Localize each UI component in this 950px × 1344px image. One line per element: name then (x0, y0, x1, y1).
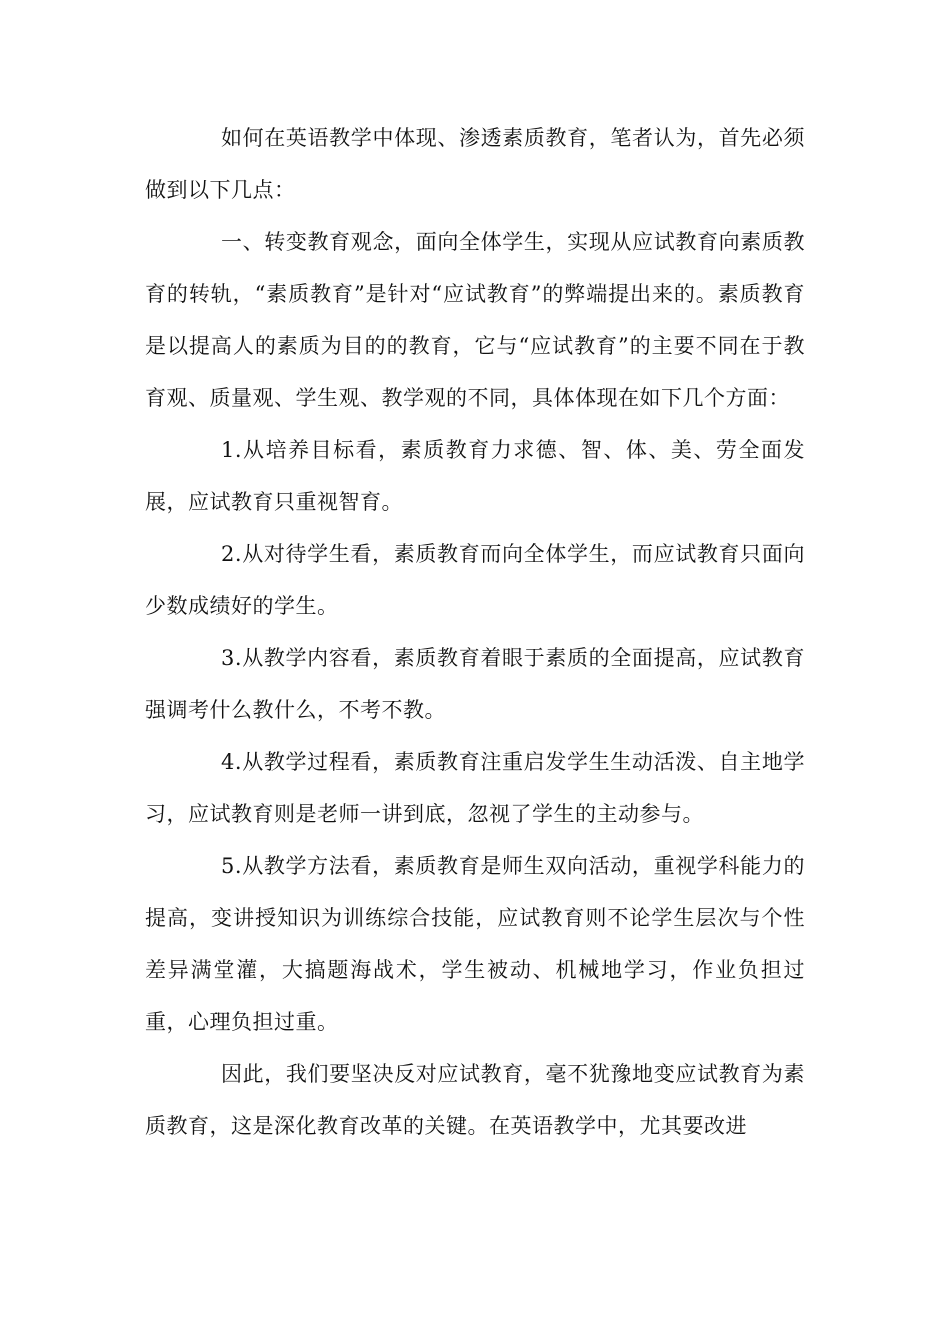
paragraph-intro: 如何在英语教学中体现、渗透素质教育，笔者认为，首先必须做到以下几点： (145, 126, 805, 202)
paragraph-conclusion: 因此，我们要坚决反对应试教育，毫不犹豫地变应试教育为素质教育，这是深化教育改革的关键。在英语教学中，尤其要改进 (145, 1062, 805, 1138)
paragraph-point-5: 5.从教学方法看，素质教育是师生双向活动，重视学科能力的提高，变讲授知识为训练综合技能，应试教育则不论学生层次与个性差异满堂灌，大搞题海战术，学生被动、机械地学习，作业负担过重，心理负担过重。 (145, 854, 805, 1034)
paragraph-point-3: 3.从教学内容看，素质教育着眼于素质的全面提高，应试教育强调考什么教什么，不考不教。 (145, 646, 805, 722)
document-body (145, 112, 805, 1152)
paragraph-point-2: 2.从对待学生看，素质教育而向全体学生，而应试教育只面向少数成绩好的学生。 (145, 542, 805, 618)
paragraph-point-1: 1.从培养目标看，素质教育力求德、智、体、美、劳全面发展，应试教育只重视智育。 (145, 438, 805, 514)
paragraph-point-4: 4.从教学过程看，素质教育注重启发学生生动活泼、自主地学习，应试教育则是老师一讲到底，忽视了学生的主动参与。 (145, 750, 805, 826)
paragraph-section-one: 一、转变教育观念，面向全体学生，实现从应试教育向素质教育的转轨，“素质教育”是针对“应试教育”的弊端提出来的。素质教育是以提高人的素质为目的的教育，它与“应试教育”的主要不同在于教育观、质量观、学生观、教学观的不同，具体体现在如下几个方面： (145, 230, 805, 410)
